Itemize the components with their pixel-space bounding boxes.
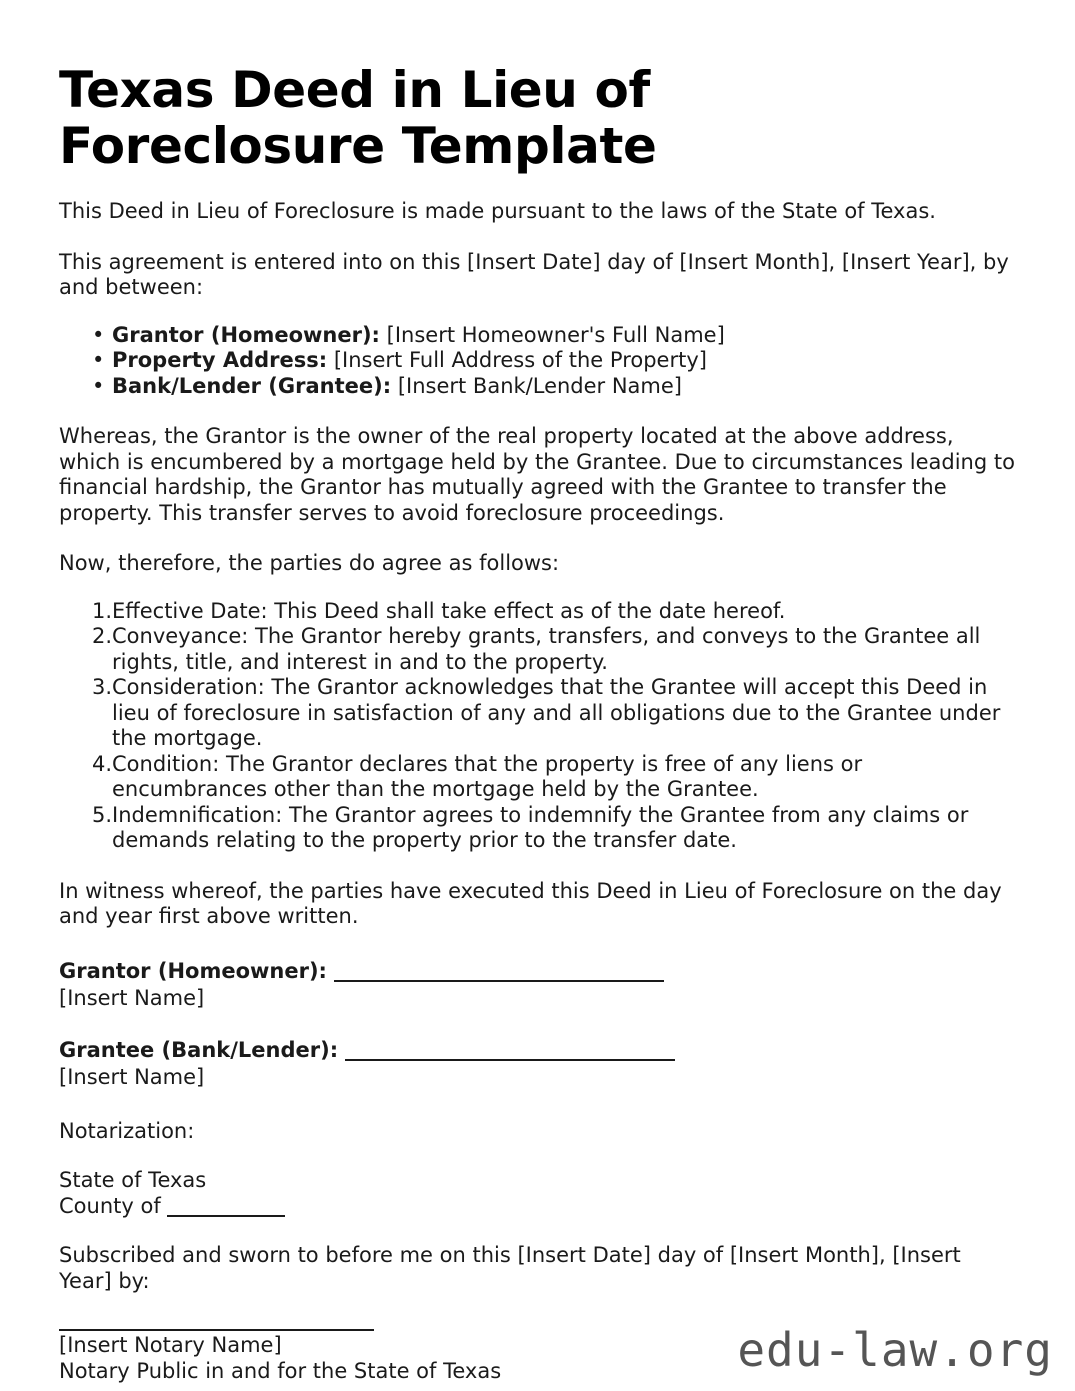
notarization-section [59, 1091, 1016, 1145]
document-page [59, 0, 1016, 1384]
grantor-signature-block [59, 930, 1016, 1012]
list-item: Condition: The Grantor declares that the property is free of any liens or encumbrances other than the mortgage held by the Grantee. [112, 751, 863, 801]
list-item: Indemnification: The Grantor agrees to indemnify the Grantee from any claims or demands relating to the property prior to the transfer date. [112, 802, 969, 852]
party-label: Property Address: [112, 348, 328, 372]
notary-signature-rule [59, 1329, 374, 1331]
grantor-name-placeholder: [Insert Name] [59, 985, 205, 1010]
county-line [59, 1194, 1016, 1220]
county-label: County of [59, 1193, 161, 1218]
grantor-signature-rule [334, 980, 664, 982]
grantor-signature-label: Grantor (Homeowner): [59, 958, 327, 983]
state-line: State of Texas [59, 1168, 207, 1192]
parties-list [59, 301, 1016, 400]
list-item [59, 323, 1016, 349]
now-therefore-paragraph: Now, therefore, the parties do agree as follows: [59, 551, 560, 575]
list-item: Effective Date: This Deed shall take effect as of the date hereof. [112, 598, 786, 623]
sworn-paragraph: Subscribed and sworn to before me on this [Insert Date] day of [Insert Month], [Insert Year] by: [59, 1243, 961, 1293]
party-label: Grantor (Homeowner): [112, 322, 380, 347]
notary-name-placeholder: [Insert Notary Name] [59, 1333, 282, 1357]
page-title: Texas Deed in Lieu of Foreclosure Template [59, 61, 657, 175]
clauses-list [59, 577, 1016, 854]
witness-paragraph: In witness whereof, the parties have executed this Deed in Lieu of Foreclosure on the day and year first above written. [59, 878, 1002, 928]
notary-title-line: Notary Public in and for the State of Texas [59, 1358, 502, 1383]
grantee-signature-label: Grantee (Bank/Lender): [59, 1038, 339, 1062]
county-blank-rule [167, 1215, 285, 1217]
party-value: [Insert Full Address of the Property] [333, 348, 707, 372]
intro-paragraph: This Deed in Lieu of Foreclosure is made pursuant to the laws of the State of Texas. [59, 199, 936, 223]
notarization-heading: Notarization: [59, 1118, 195, 1143]
grantor-signature-row [59, 958, 1016, 985]
grantee-name-placeholder: [Insert Name] [59, 1065, 205, 1089]
list-item: Conveyance: The Grantor hereby grants, transfers, and conveys to the Grantee all rights, title, and interest in and to the property. [112, 624, 981, 674]
grantee-signature-row [59, 1037, 1016, 1064]
list-item [59, 348, 1016, 374]
agreement-paragraph: This agreement is entered into on this [Insert Date] day of [Insert Month], [Insert Year], by and between: [59, 249, 1009, 299]
state-county-block [59, 1144, 1016, 1219]
party-label: Bank/Lender (Grantee): [112, 373, 392, 398]
whereas-paragraph: Whereas, the Grantor is the owner of the real property located at the above address, which is encumbered by a mortgage held by the Grantee. Due to circumstances leading to financial hardship, the Grantor has mutually agreed with the Grantee to transfer the property. This transfer serves to avoid foreclosure proceedings. [59, 424, 1015, 525]
site-watermark: edu-law.org [737, 1323, 1053, 1377]
grantee-signature-block [59, 1011, 1016, 1091]
list-item [59, 374, 1016, 400]
party-value: [Insert Bank/Lender Name] [397, 373, 682, 398]
party-value: [Insert Homeowner's Full Name] [386, 322, 725, 347]
list-item: Consideration: The Grantor acknowledges that the Grantee will accept this Deed in lieu of foreclosure in satisfaction of any and all obligations due to the Grantee under the mortgage. [112, 675, 1001, 750]
grantee-signature-rule [345, 1059, 675, 1061]
